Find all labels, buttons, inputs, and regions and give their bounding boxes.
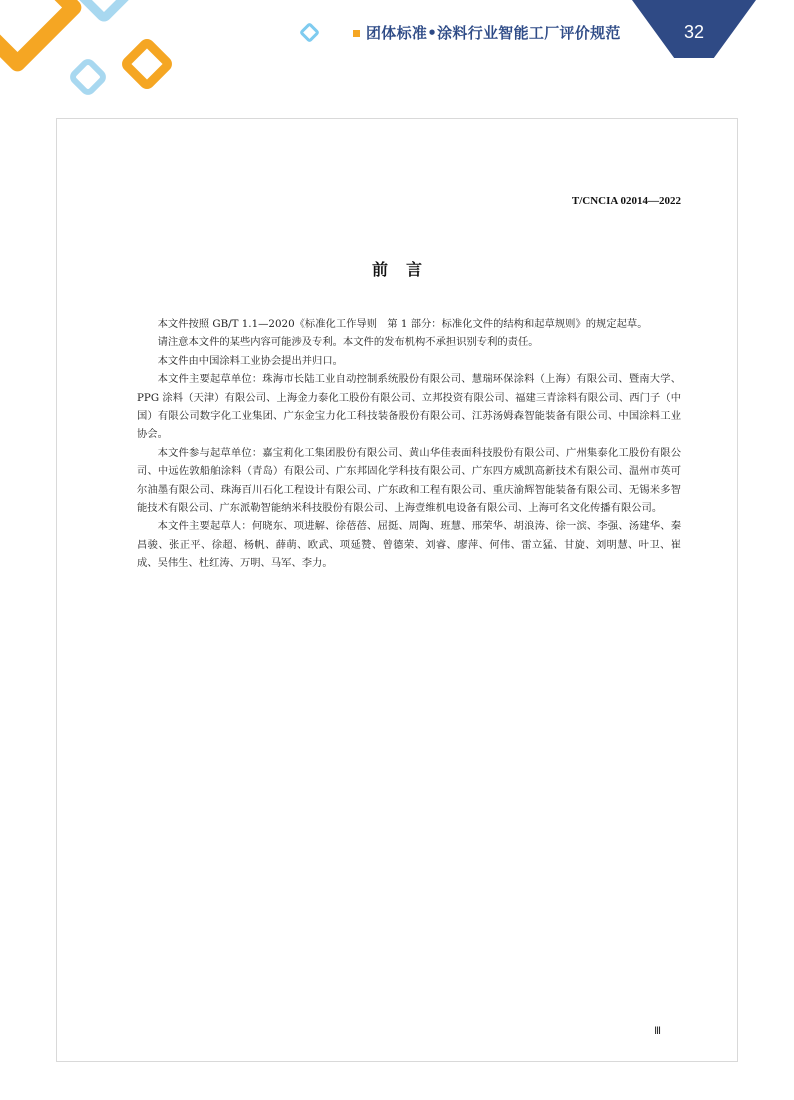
paragraph-participating-units: 本文件参与起草单位：嘉宝莉化工集团股份有限公司、黄山华佳表面科技股份有限公司、广州集泰化工股份有限公司、中远佐敦船舶涂料（青岛）有限公司、广东邦固化学科技有限公司、广东四方威凯高新技术有限公司、温州市英可尔油墨有限公司、珠海百川石化工程设计有限公司、广东政和工程有限公司、重庆渝辉智能装备有限公司、无锡米多智能技术有限公司、广东派勒智能纳米科技股份有限公司、上海壹维机电设备有限公司、上海可名文化传播有限公司。 bbox=[137, 446, 681, 515]
header-title: 团体标准•涂料行业智能工厂评价规范 bbox=[366, 24, 621, 42]
header-bullet-icon bbox=[353, 30, 360, 37]
document-sheet bbox=[56, 118, 738, 1062]
paragraph-drafting-rules: 本文件按照 GB/T 1.1—2020《标准化工作导则 第 1 部分：标准化文件的结构和起草规则》的规定起草。 bbox=[157, 318, 648, 330]
paragraph-proposer: 本文件由中国涂料工业协会提出并归口。 bbox=[157, 354, 343, 367]
decorative-blue-diamond-small bbox=[67, 56, 109, 98]
paragraph-main-drafters: 本文件主要起草人：何晓东、项进解、徐蓓蓓、屈挺、周陶、班慧、邢荣华、胡浪涛、徐一滨、李强、汤建华、秦昌骏、张正平、徐超、杨帆、薛萌、欧武、项延赞、曾德荣、刘睿、廖萍、何伟、雷立猛、甘旋、刘明慧、叶卫、崔成、吴伟生、杜红涛、万明、马军、李力。 bbox=[137, 520, 681, 570]
decorative-orange-diamond-large bbox=[0, 0, 85, 75]
section-title: 前言 bbox=[371, 260, 440, 279]
decorative-orange-diamond-small bbox=[119, 36, 176, 93]
paragraph-patent-notice: 请注意本文件的某些内容可能涉及专利。本文件的发布机构不承担识别专利的责任。 bbox=[157, 336, 539, 349]
header-diamond-icon bbox=[299, 22, 320, 43]
preface-body bbox=[137, 315, 681, 573]
page-number: 32 bbox=[683, 22, 705, 42]
document-code: T/CNCIA 02014—2022 bbox=[571, 195, 681, 207]
paragraph-main-drafting-units: 本文件主要起草单位：珠海市长陆工业自动控制系统股份有限公司、慧瑞环保涂料（上海）有限公司、暨南大学、PPG 涂料（天津）有限公司、上海金力泰化工股份有限公司、立邦投资有限公司、福建三青涂料有限公司、西门子（中国）有限公司数字化工业集团、广东金宝力化工科技装备股份有限公司、江苏汤姆森智能装备有限公司、中国涂料工业协会。 bbox=[137, 373, 681, 441]
page-roman-numeral: Ⅲ bbox=[654, 1026, 661, 1037]
